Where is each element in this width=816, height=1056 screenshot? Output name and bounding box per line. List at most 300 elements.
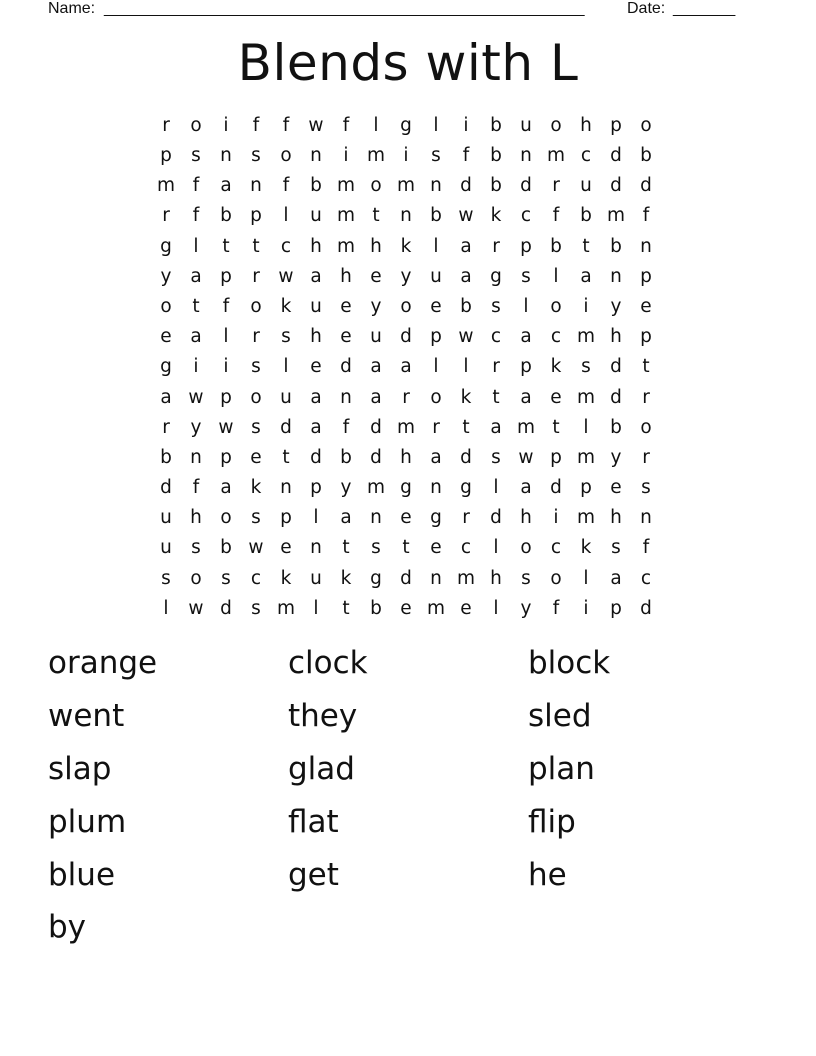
- grid-letter[interactable]: b: [610, 235, 622, 257]
- grid-letter[interactable]: a: [610, 567, 622, 589]
- grid-letter[interactable]: p: [610, 114, 622, 136]
- grid-letter[interactable]: w: [458, 205, 474, 227]
- grid-letter[interactable]: o: [550, 295, 562, 317]
- grid-letter[interactable]: y: [190, 416, 202, 438]
- grid-letter[interactable]: a: [460, 235, 472, 257]
- grid-letter[interactable]: m: [576, 507, 596, 529]
- grid-letter[interactable]: f: [192, 175, 200, 197]
- grid-letter[interactable]: y: [400, 265, 412, 287]
- grid-letter[interactable]: u: [160, 537, 172, 559]
- grid-letter[interactable]: t: [342, 537, 350, 559]
- grid-letter[interactable]: p: [610, 597, 622, 619]
- grid-letter[interactable]: d: [610, 386, 622, 408]
- grid-letter[interactable]: i: [223, 114, 229, 136]
- grid-letter[interactable]: r: [162, 205, 170, 227]
- grid-letter[interactable]: n: [340, 386, 352, 408]
- grid-letter[interactable]: f: [342, 114, 350, 136]
- grid-letter[interactable]: n: [310, 145, 322, 167]
- grid-letter[interactable]: s: [491, 295, 501, 317]
- grid-letter[interactable]: t: [402, 537, 410, 559]
- grid-letter[interactable]: b: [160, 446, 172, 468]
- grid-letter[interactable]: b: [490, 145, 502, 167]
- grid-letter[interactable]: s: [251, 597, 261, 619]
- grid-letter[interactable]: k: [280, 295, 292, 317]
- grid-letter[interactable]: b: [460, 295, 472, 317]
- grid-letter[interactable]: d: [610, 175, 622, 197]
- grid-letter[interactable]: p: [220, 446, 232, 468]
- grid-letter[interactable]: y: [160, 265, 172, 287]
- grid-letter[interactable]: g: [430, 507, 442, 529]
- grid-letter[interactable]: t: [192, 295, 200, 317]
- grid-letter[interactable]: a: [400, 356, 412, 378]
- grid-letter[interactable]: r: [552, 175, 560, 197]
- grid-letter[interactable]: p: [430, 326, 442, 348]
- grid-letter[interactable]: w: [518, 446, 534, 468]
- grid-letter[interactable]: a: [580, 265, 592, 287]
- grid-letter[interactable]: i: [403, 145, 409, 167]
- grid-letter[interactable]: g: [400, 477, 412, 499]
- grid-letter[interactable]: u: [310, 295, 322, 317]
- grid-letter[interactable]: c: [580, 145, 592, 167]
- grid-letter[interactable]: b: [370, 597, 382, 619]
- grid-letter[interactable]: u: [310, 205, 322, 227]
- grid-letter[interactable]: o: [430, 386, 442, 408]
- grid-letter[interactable]: n: [520, 145, 532, 167]
- grid-letter[interactable]: m: [576, 386, 596, 408]
- grid-letter[interactable]: e: [280, 537, 292, 559]
- grid-letter[interactable]: m: [546, 145, 566, 167]
- grid-letter[interactable]: g: [160, 356, 172, 378]
- grid-letter[interactable]: e: [340, 326, 352, 348]
- grid-letter[interactable]: c: [280, 235, 292, 257]
- name-date-header: [48, 0, 748, 19]
- grid-letter[interactable]: r: [432, 416, 440, 438]
- grid-letter[interactable]: h: [610, 326, 622, 348]
- grid-letter[interactable]: a: [340, 507, 352, 529]
- grid-letter[interactable]: i: [463, 114, 469, 136]
- grid-letter[interactable]: p: [520, 356, 532, 378]
- grid-letter[interactable]: e: [610, 477, 622, 499]
- grid-letter[interactable]: l: [433, 356, 439, 378]
- grid-letter[interactable]: u: [310, 567, 322, 589]
- grid-letter[interactable]: e: [640, 295, 652, 317]
- grid-letter[interactable]: f: [192, 477, 200, 499]
- grid-letter[interactable]: o: [220, 507, 232, 529]
- word-list-item: plum: [48, 803, 127, 840]
- grid-letter[interactable]: p: [220, 386, 232, 408]
- grid-letter[interactable]: a: [520, 477, 532, 499]
- grid-letter[interactable]: d: [460, 175, 472, 197]
- grid-letter[interactable]: s: [191, 145, 201, 167]
- word-list-item: slap: [48, 750, 112, 787]
- grid-letter[interactable]: m: [336, 175, 356, 197]
- grid-letter[interactable]: b: [610, 416, 622, 438]
- grid-letter[interactable]: a: [190, 265, 202, 287]
- grid-letter[interactable]: n: [430, 175, 442, 197]
- grid-letter[interactable]: f: [642, 537, 650, 559]
- grid-letter[interactable]: s: [371, 537, 381, 559]
- grid-letter[interactable]: h: [310, 235, 322, 257]
- grid-letter[interactable]: n: [310, 537, 322, 559]
- grid-letter[interactable]: t: [222, 235, 230, 257]
- grid-letter[interactable]: p: [250, 205, 262, 227]
- word-list-item: flip: [528, 803, 576, 840]
- grid-letter[interactable]: l: [433, 114, 439, 136]
- grid-letter[interactable]: p: [520, 235, 532, 257]
- grid-letter[interactable]: k: [280, 567, 292, 589]
- grid-letter[interactable]: d: [490, 507, 502, 529]
- grid-letter[interactable]: p: [580, 477, 592, 499]
- grid-letter[interactable]: t: [462, 416, 470, 438]
- grid-letter[interactable]: o: [160, 295, 172, 317]
- grid-letter[interactable]: i: [583, 597, 589, 619]
- grid-letter[interactable]: o: [190, 567, 202, 589]
- grid-letter[interactable]: r: [642, 386, 650, 408]
- grid-letter[interactable]: w: [308, 114, 324, 136]
- grid-letter[interactable]: n: [640, 235, 652, 257]
- grid-letter[interactable]: d: [400, 567, 412, 589]
- grid-letter[interactable]: g: [490, 265, 502, 287]
- grid-letter[interactable]: u: [160, 507, 172, 529]
- grid-letter[interactable]: m: [336, 235, 356, 257]
- grid-letter[interactable]: i: [343, 145, 349, 167]
- grid-letter[interactable]: m: [276, 597, 296, 619]
- grid-letter[interactable]: h: [610, 507, 622, 529]
- grid-letter[interactable]: s: [581, 356, 591, 378]
- grid-letter[interactable]: e: [340, 295, 352, 317]
- grid-letter[interactable]: f: [192, 205, 200, 227]
- grid-letter[interactable]: d: [400, 326, 412, 348]
- grid-letter[interactable]: a: [190, 326, 202, 348]
- grid-letter[interactable]: r: [492, 356, 500, 378]
- grid-letter[interactable]: c: [250, 567, 262, 589]
- grid-letter[interactable]: d: [310, 446, 322, 468]
- grid-letter[interactable]: e: [160, 326, 172, 348]
- grid-letter[interactable]: a: [370, 386, 382, 408]
- grid-letter[interactable]: a: [160, 386, 172, 408]
- word-list-item: flat: [288, 803, 339, 840]
- grid-letter[interactable]: b: [490, 175, 502, 197]
- grid-letter[interactable]: r: [252, 326, 260, 348]
- grid-letter[interactable]: b: [640, 145, 652, 167]
- grid-letter[interactable]: c: [640, 567, 652, 589]
- grid-letter[interactable]: n: [640, 507, 652, 529]
- grid-letter[interactable]: c: [490, 326, 502, 348]
- grid-letter[interactable]: k: [400, 235, 412, 257]
- grid-letter[interactable]: s: [281, 326, 291, 348]
- grid-letter[interactable]: m: [396, 175, 416, 197]
- grid-letter[interactable]: b: [310, 175, 322, 197]
- grid-letter[interactable]: l: [493, 477, 499, 499]
- grid-letter[interactable]: k: [580, 537, 592, 559]
- grid-letter[interactable]: f: [282, 114, 290, 136]
- grid-letter[interactable]: i: [583, 295, 589, 317]
- grid-letter[interactable]: l: [463, 356, 469, 378]
- grid-letter[interactable]: p: [280, 507, 292, 529]
- grid-letter[interactable]: k: [250, 477, 262, 499]
- grid-letter[interactable]: n: [610, 265, 622, 287]
- grid-letter[interactable]: u: [520, 114, 532, 136]
- grid-letter[interactable]: f: [252, 114, 260, 136]
- grid-letter[interactable]: m: [336, 205, 356, 227]
- grid-letter[interactable]: d: [640, 597, 652, 619]
- grid-letter[interactable]: l: [313, 597, 319, 619]
- grid-letter[interactable]: n: [430, 477, 442, 499]
- grid-letter[interactable]: g: [370, 567, 382, 589]
- grid-letter[interactable]: i: [223, 356, 229, 378]
- grid-letter[interactable]: a: [430, 446, 442, 468]
- grid-letter[interactable]: p: [550, 446, 562, 468]
- grid-letter[interactable]: l: [493, 597, 499, 619]
- grid-letter[interactable]: h: [190, 507, 202, 529]
- grid-letter[interactable]: e: [370, 265, 382, 287]
- grid-letter[interactable]: r: [162, 114, 170, 136]
- grid-letter[interactable]: a: [220, 477, 232, 499]
- grid-letter[interactable]: d: [220, 597, 232, 619]
- grid-letter[interactable]: y: [370, 295, 382, 317]
- grid-letter[interactable]: t: [342, 597, 350, 619]
- grid-letter[interactable]: o: [640, 114, 652, 136]
- word-list-item: went: [48, 698, 125, 735]
- grid-letter[interactable]: h: [490, 567, 502, 589]
- grid-letter[interactable]: s: [431, 145, 441, 167]
- grid-letter[interactable]: w: [278, 265, 294, 287]
- grid-letter[interactable]: r: [492, 235, 500, 257]
- grid-letter[interactable]: b: [340, 446, 352, 468]
- grid-letter[interactable]: o: [190, 114, 202, 136]
- grid-letter[interactable]: e: [400, 507, 412, 529]
- grid-letter[interactable]: m: [516, 416, 536, 438]
- grid-letter[interactable]: e: [550, 386, 562, 408]
- grid-letter[interactable]: f: [552, 597, 560, 619]
- grid-letter[interactable]: d: [460, 446, 472, 468]
- grid-letter[interactable]: w: [218, 416, 234, 438]
- grid-letter[interactable]: o: [520, 537, 532, 559]
- grid-letter[interactable]: r: [162, 416, 170, 438]
- grid-letter[interactable]: f: [552, 205, 560, 227]
- grid-letter[interactable]: l: [313, 507, 319, 529]
- grid-letter[interactable]: n: [220, 145, 232, 167]
- grid-letter[interactable]: m: [366, 145, 386, 167]
- grid-letter[interactable]: h: [520, 507, 532, 529]
- grid-letter[interactable]: f: [342, 416, 350, 438]
- grid-letter[interactable]: m: [576, 446, 596, 468]
- grid-letter[interactable]: k: [550, 356, 562, 378]
- grid-letter[interactable]: b: [490, 114, 502, 136]
- grid-letter[interactable]: m: [396, 416, 416, 438]
- grid-letter[interactable]: l: [433, 235, 439, 257]
- grid-letter[interactable]: a: [520, 326, 532, 348]
- grid-letter[interactable]: d: [160, 477, 172, 499]
- grid-letter[interactable]: p: [220, 265, 232, 287]
- grid-letter[interactable]: e: [430, 537, 442, 559]
- grid-letter[interactable]: d: [340, 356, 352, 378]
- grid-letter[interactable]: s: [521, 567, 531, 589]
- grid-letter[interactable]: m: [606, 205, 626, 227]
- grid-letter[interactable]: y: [340, 477, 352, 499]
- grid-letter[interactable]: a: [310, 265, 322, 287]
- grid-letter[interactable]: h: [370, 235, 382, 257]
- grid-letter[interactable]: d: [280, 416, 292, 438]
- grid-letter[interactable]: k: [460, 386, 472, 408]
- grid-letter[interactable]: s: [161, 567, 171, 589]
- grid-letter[interactable]: l: [493, 537, 499, 559]
- grid-letter[interactable]: o: [550, 567, 562, 589]
- grid-letter[interactable]: s: [251, 507, 261, 529]
- grid-letter[interactable]: a: [370, 356, 382, 378]
- grid-letter[interactable]: a: [520, 386, 532, 408]
- grid-letter[interactable]: b: [430, 205, 442, 227]
- grid-letter[interactable]: b: [580, 205, 592, 227]
- grid-letter[interactable]: d: [550, 477, 562, 499]
- grid-letter[interactable]: l: [283, 205, 289, 227]
- grid-letter[interactable]: d: [370, 446, 382, 468]
- grid-letter[interactable]: n: [250, 175, 262, 197]
- grid-letter[interactable]: l: [523, 295, 529, 317]
- grid-letter[interactable]: n: [400, 205, 412, 227]
- grid-letter[interactable]: s: [251, 356, 261, 378]
- grid-letter[interactable]: t: [582, 235, 590, 257]
- grid-letter[interactable]: s: [251, 145, 261, 167]
- grid-letter[interactable]: e: [460, 597, 472, 619]
- grid-letter[interactable]: r: [462, 507, 470, 529]
- word-search-grid[interactable]: [151, 111, 661, 624]
- grid-letter[interactable]: f: [282, 175, 290, 197]
- grid-letter[interactable]: w: [248, 537, 264, 559]
- grid-letter[interactable]: w: [188, 386, 204, 408]
- grid-letter[interactable]: c: [520, 205, 532, 227]
- word-list-item: he: [528, 856, 567, 893]
- grid-letter[interactable]: d: [640, 175, 652, 197]
- grid-letter[interactable]: y: [610, 446, 622, 468]
- grid-letter[interactable]: d: [610, 145, 622, 167]
- grid-letter[interactable]: p: [640, 265, 652, 287]
- grid-letter[interactable]: u: [430, 265, 442, 287]
- grid-letter[interactable]: o: [250, 386, 262, 408]
- grid-letter[interactable]: d: [520, 175, 532, 197]
- grid-letter[interactable]: m: [366, 477, 386, 499]
- grid-letter[interactable]: l: [223, 326, 229, 348]
- grid-letter[interactable]: o: [370, 175, 382, 197]
- grid-letter[interactable]: c: [550, 326, 562, 348]
- grid-letter[interactable]: a: [310, 416, 322, 438]
- grid-letter[interactable]: s: [641, 477, 651, 499]
- grid-letter[interactable]: g: [160, 235, 172, 257]
- grid-letter[interactable]: s: [191, 537, 201, 559]
- grid-letter[interactable]: t: [552, 416, 560, 438]
- grid-letter[interactable]: b: [220, 205, 232, 227]
- grid-letter[interactable]: w: [188, 597, 204, 619]
- grid-letter[interactable]: m: [156, 175, 176, 197]
- grid-letter[interactable]: l: [373, 114, 379, 136]
- grid-letter[interactable]: e: [250, 446, 262, 468]
- grid-letter[interactable]: s: [611, 537, 621, 559]
- grid-letter[interactable]: b: [550, 235, 562, 257]
- grid-letter[interactable]: o: [250, 295, 262, 317]
- grid-letter[interactable]: m: [576, 326, 596, 348]
- grid-letter[interactable]: g: [400, 114, 412, 136]
- grid-letter[interactable]: n: [430, 567, 442, 589]
- grid-letter[interactable]: f: [222, 295, 230, 317]
- grid-letter[interactable]: i: [193, 356, 199, 378]
- grid-letter[interactable]: b: [220, 537, 232, 559]
- grid-letter[interactable]: k: [340, 567, 352, 589]
- grid-letter[interactable]: l: [163, 597, 169, 619]
- grid-letter[interactable]: o: [640, 416, 652, 438]
- grid-letter[interactable]: s: [521, 265, 531, 287]
- grid-letter[interactable]: e: [430, 295, 442, 317]
- grid-letter[interactable]: p: [160, 145, 172, 167]
- grid-letter[interactable]: s: [251, 416, 261, 438]
- grid-letter[interactable]: p: [310, 477, 322, 499]
- grid-letter[interactable]: r: [642, 446, 650, 468]
- grid-letter[interactable]: f: [462, 145, 470, 167]
- grid-letter[interactable]: h: [580, 114, 592, 136]
- grid-letter[interactable]: t: [282, 446, 290, 468]
- grid-letter[interactable]: d: [610, 356, 622, 378]
- grid-letter[interactable]: u: [580, 175, 592, 197]
- grid-letter[interactable]: r: [252, 265, 260, 287]
- grid-letter[interactable]: t: [372, 205, 380, 227]
- name-label: Name:: [48, 0, 96, 17]
- grid-letter[interactable]: i: [553, 507, 559, 529]
- grid-letter[interactable]: m: [426, 597, 446, 619]
- word-list-item: blue: [48, 856, 116, 893]
- grid-letter[interactable]: n: [370, 507, 382, 529]
- grid-letter[interactable]: d: [370, 416, 382, 438]
- grid-letter[interactable]: l: [283, 356, 289, 378]
- grid-letter[interactable]: y: [520, 597, 532, 619]
- grid-letter[interactable]: m: [456, 567, 476, 589]
- word-list-item: block: [528, 645, 611, 682]
- grid-letter[interactable]: g: [460, 477, 472, 499]
- grid-letter[interactable]: e: [310, 356, 322, 378]
- grid-letter[interactable]: f: [642, 205, 650, 227]
- grid-letter[interactable]: n: [280, 477, 292, 499]
- grid-letter[interactable]: h: [310, 326, 322, 348]
- grid-letter[interactable]: l: [583, 567, 589, 589]
- grid-letter[interactable]: a: [220, 175, 232, 197]
- grid-letter[interactable]: n: [190, 446, 202, 468]
- grid-letter[interactable]: k: [490, 205, 502, 227]
- grid-letter[interactable]: l: [193, 235, 199, 257]
- grid-letter[interactable]: y: [610, 295, 622, 317]
- grid-letter[interactable]: r: [402, 386, 410, 408]
- grid-letter[interactable]: u: [370, 326, 382, 348]
- grid-letter[interactable]: u: [280, 386, 292, 408]
- grid-letter[interactable]: l: [553, 265, 559, 287]
- grid-letter[interactable]: a: [310, 386, 322, 408]
- grid-letter[interactable]: a: [460, 265, 472, 287]
- grid-letter[interactable]: o: [400, 295, 412, 317]
- grid-letter[interactable]: l: [583, 416, 589, 438]
- grid-letter[interactable]: o: [280, 145, 292, 167]
- grid-letter[interactable]: c: [460, 537, 472, 559]
- grid-letter[interactable]: h: [340, 265, 352, 287]
- grid-letter[interactable]: e: [400, 597, 412, 619]
- grid-letter[interactable]: t: [642, 356, 650, 378]
- grid-letter[interactable]: a: [490, 416, 502, 438]
- grid-letter[interactable]: w: [458, 326, 474, 348]
- grid-letter[interactable]: c: [550, 537, 562, 559]
- grid-letter[interactable]: t: [492, 386, 500, 408]
- grid-letter[interactable]: o: [550, 114, 562, 136]
- grid-letter[interactable]: t: [252, 235, 260, 257]
- grid-letter[interactable]: s: [491, 446, 501, 468]
- grid-letter[interactable]: h: [400, 446, 412, 468]
- grid-letter[interactable]: s: [221, 567, 231, 589]
- grid-letter[interactable]: p: [640, 326, 652, 348]
